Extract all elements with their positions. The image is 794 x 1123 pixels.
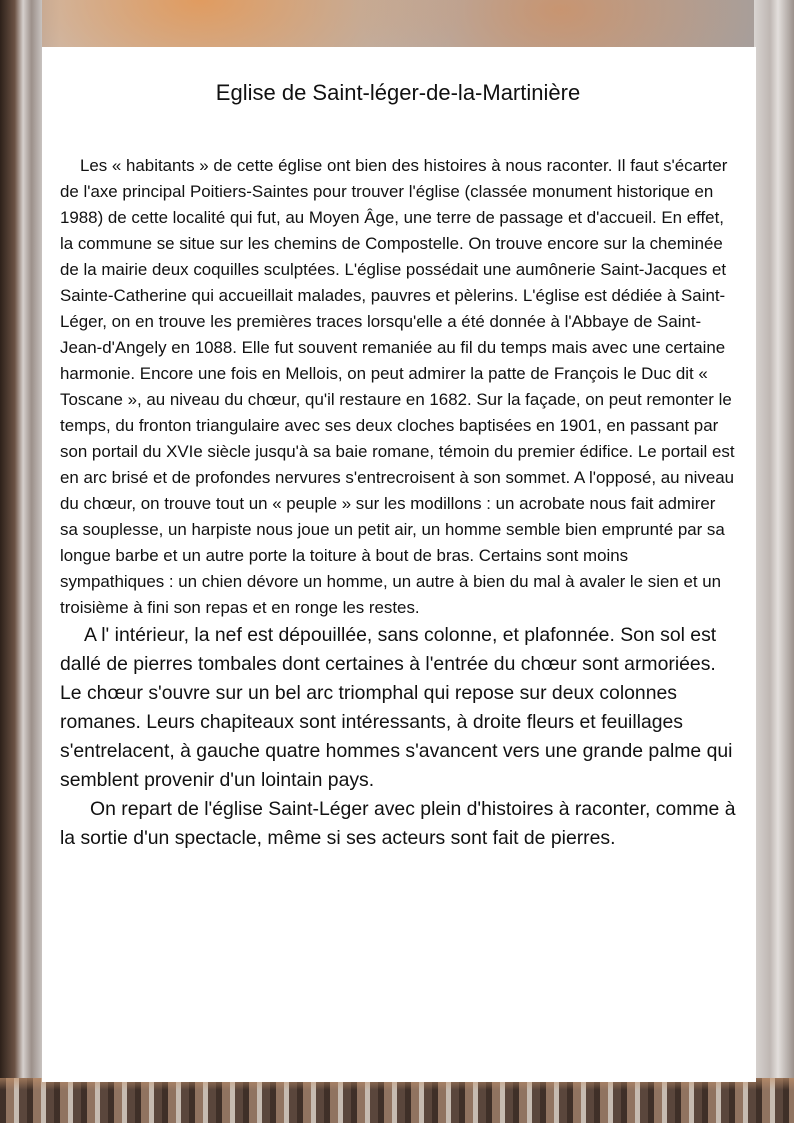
pews-backdrop: [0, 1078, 794, 1123]
paragraph-history: Les « habitants » de cette église ont bien des histoires à nous raconter. Il faut s'écarter de l'axe principal Poitiers-Saintes pour trouver l'église (classée monument historique en 1988) de cette localité qui fut, au Moyen Âge, une terre de passage et d'accueil. En effet, la commune se situe sur les chemins de Compostelle. On trouve encore sur la cheminée de la mairie deux coquilles sculptées. L'église possédait une aumônerie Saint-Jacques et Sainte-Catherine qui accueillait malades, pauvres et pèlerins. L'église est dédiée à Saint-Léger, on en trouve les premières traces lorsqu'elle a été donnée à l'Abbaye de Saint-Jean-d'Angely en 1088. Elle fut souvent remaniée au fil du temps mais avec une certaine harmonie. Encore une fois en Mellois, on peut admirer la patte de François le Duc dit « Toscane », au niveau du chœur, qu'il restaure en 1682. Sur la façade, on peut remonter le temps, du fronton triangulaire avec ses deux cloches baptisées en 1901, en passant par son portail du XVIe siècle jusqu'à sa baie romane, témoin du premier édifice. Le portail est en arc brisé et de profondes nervures s'entrecroisent à son sommet. A l'opposé, au niveau du chœur, on trouve tout un « peuple » sur les modillons : un acrobate nous fait admirer sa souplesse, un harpiste nous joue un petit air, un homme semble bien emprunté par sa longue barbe et un autre porte la toiture à bout de bras. Certains sont moins sympathiques : un chien dévore un homme, un autre à bien du mal à avaler le sien et un troisième à fini son repas et en ronge les restes.: [60, 156, 735, 617]
left-column-backdrop: [0, 0, 42, 1123]
right-column-backdrop: [754, 0, 794, 1123]
document-page: [42, 47, 756, 1082]
page-title: Eglise de Saint-léger-de-la-Martinière: [215, 80, 581, 105]
paragraph-interior: A l' intérieur, la nef est dépouillée, sans colonne, et plafonnée. Son sol est dallé de pierres tombales dont certaines à l'entrée du chœur sont armoriées. Le chœur s'ouvre sur un bel arc triomphal qui repose sur deux colonnes romanes. Leurs chapiteaux sont intéressants, à droite fleurs et feuillages s'entrelacent, à gauche quatre hommes s'avancent vers une grande palme qui semblent provenir d'un lointain pays.: [60, 624, 733, 791]
paragraph-conclusion: On repart de l'église Saint-Léger avec plein d'histoires à raconter, comme à la sortie d'un spectacle, même si ses acteurs sont fait de pierres.: [60, 798, 736, 849]
